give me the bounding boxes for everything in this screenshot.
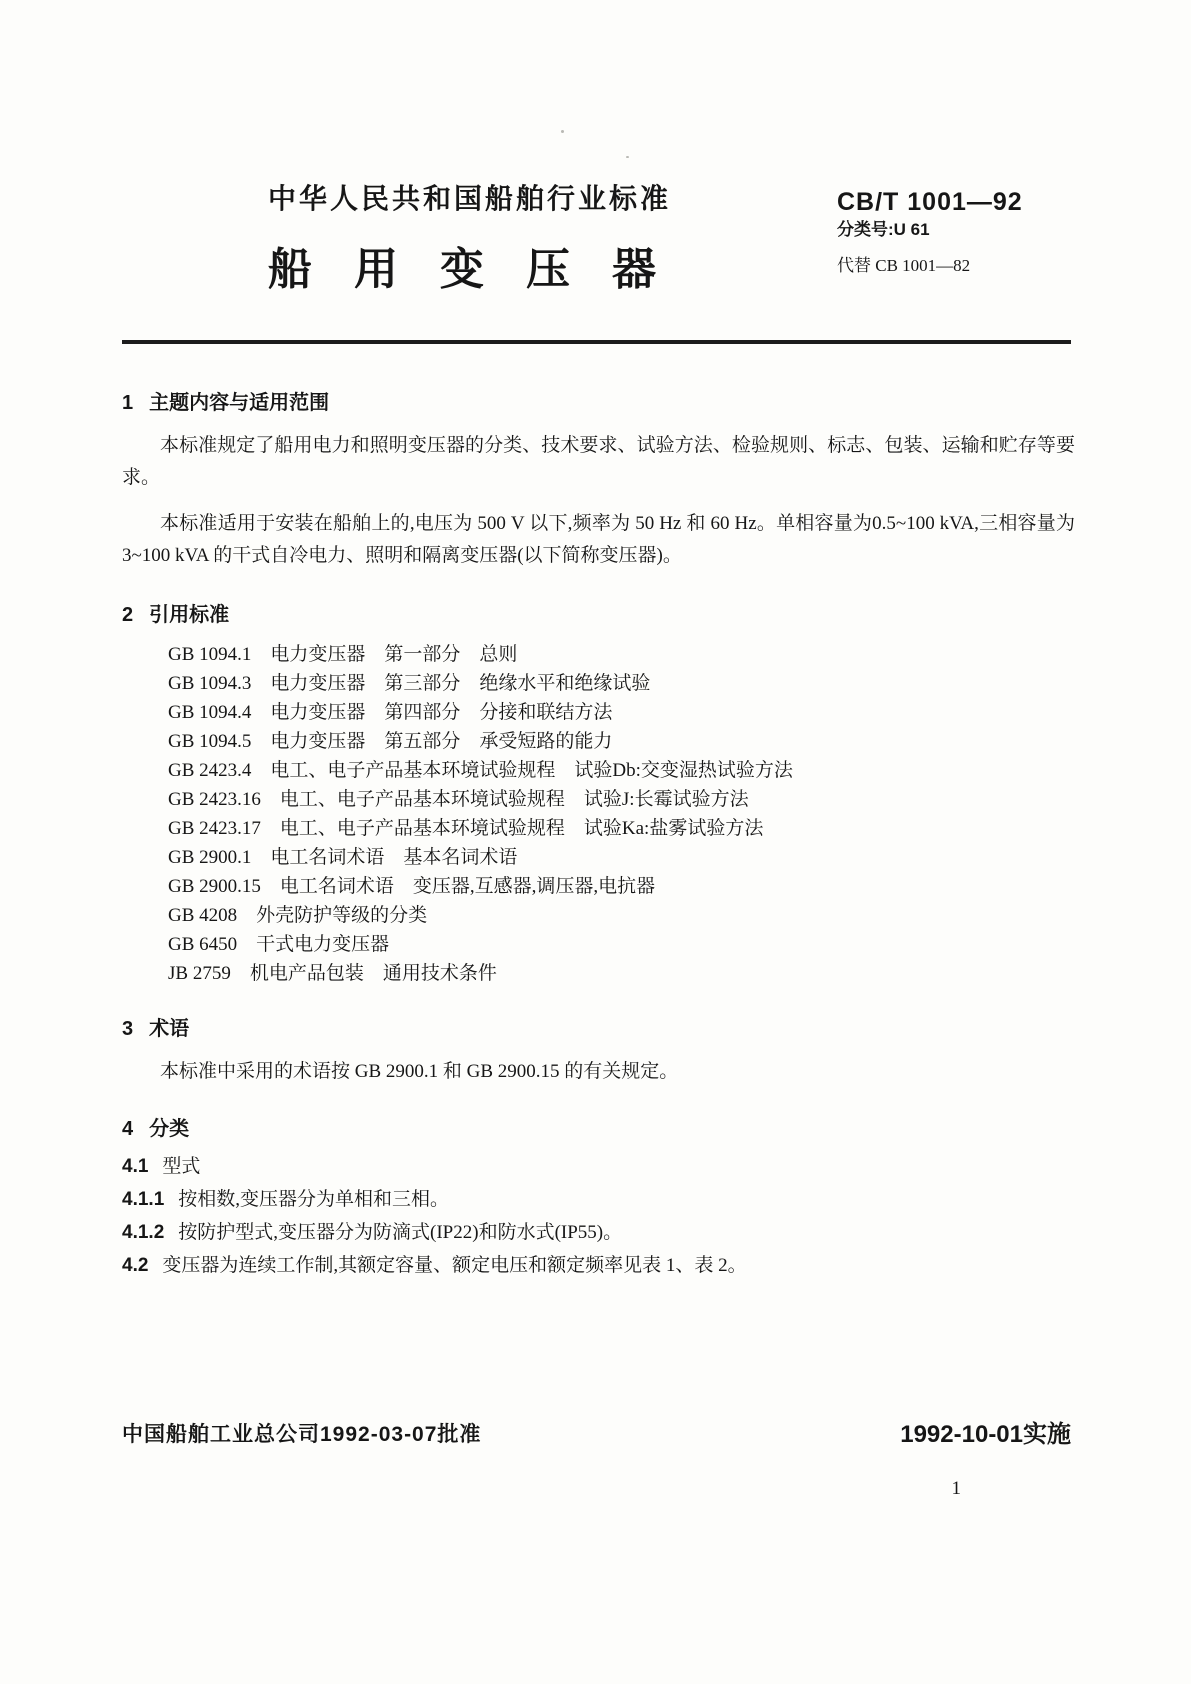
approval-line: 中国船舶工业总公司1992-03-07批准 (122, 1423, 482, 1446)
section-3-paragraph: 本标准中采用的术语按 GB 2900.1 和 GB 2900.15 的有关规定。 (160, 1061, 679, 1082)
standard-type-line: 中华人民共和国船舶行业标准 (268, 183, 672, 214)
clause-text: 按相数,变压器分为单相和三相。 (178, 1189, 450, 1210)
implementation-line: 1992-10-01实施 (900, 1421, 1071, 1448)
clause-text: 变压器为连续工作制,其额定容量、额定电压和额定频率见表 1、表 2。 (162, 1255, 747, 1276)
section-title: 引用标准 (149, 604, 230, 626)
clause-text: 按防护型式,变压器分为防滴式(IP22)和防水式(IP55)。 (178, 1222, 623, 1243)
section-title: 主题内容与适用范围 (149, 392, 330, 414)
clause-number: 4.1.1 (122, 1189, 165, 1210)
replaces-note: 代替 CB 1001—82 (837, 256, 971, 275)
section-1-heading (122, 390, 1075, 416)
clause-number: 4.2 (122, 1255, 149, 1276)
clause (122, 1249, 1075, 1282)
reference-standard-list (122, 640, 1075, 988)
reference-standard: GB 1094.3 电力变压器 第三部分 绝缘水平和绝缘试验 (168, 673, 651, 694)
header-divider (122, 340, 1071, 344)
section-4-heading (122, 1116, 1075, 1142)
reference-standard: GB 2423.17 电工、电子产品基本环境试验规程 试验Ka:盐雾试验方法 (168, 818, 764, 839)
standard-id-block (837, 188, 1067, 276)
section-1-paragraph: 本标准规定了船用电力和照明变压器的分类、技术要求、试验方法、检验规则、标志、包装、运输和贮存等要求。 (122, 435, 1075, 488)
reference-standard: GB 1094.5 电力变压器 第五部分 承受短路的能力 (168, 731, 613, 752)
reference-standard: GB 2423.16 电工、电子产品基本环境试验规程 试验J:长霉试验方法 (168, 789, 749, 810)
reference-standard: JB 2759 机电产品包装 通用技术条件 (168, 963, 497, 984)
section-2-heading (122, 602, 1075, 628)
clause (122, 1183, 1075, 1216)
reference-standard: GB 1094.4 电力变压器 第四部分 分接和联结方法 (168, 702, 613, 723)
reference-standard: GB 4208 外壳防护等级的分类 (168, 905, 428, 926)
clause-number: 4.1.2 (122, 1222, 165, 1243)
section-1-paragraph: 本标准适用于安装在船舶上的,电压为 500 V 以下,频率为 50 Hz 和 60 Hz。单相容量为0.5~100 kVA,三相容量为 3~100 kVA 的干式自冷电力、照明和隔离变压器(以下简称变压器)。 (122, 513, 1075, 566)
section-number: 4 (122, 1118, 134, 1140)
clause-number: 4.1 (122, 1156, 149, 1177)
classification-number: 分类号:U 61 (837, 220, 930, 239)
section-number: 2 (122, 604, 134, 626)
document-title: 船用变压器 (268, 245, 698, 294)
reference-standard: GB 1094.1 电力变压器 第一部分 总则 (168, 644, 518, 665)
reference-standard: GB 2900.1 电工名词术语 基本名词术语 (168, 847, 518, 868)
document-body (122, 390, 1075, 1282)
section-number: 3 (122, 1018, 134, 1040)
section-title: 分类 (149, 1118, 190, 1140)
clause-list (122, 1150, 1075, 1282)
section-number: 1 (122, 392, 134, 414)
clause (122, 1216, 1075, 1249)
section-title: 术语 (149, 1018, 190, 1040)
clause (122, 1150, 1075, 1183)
reference-standard: GB 2900.15 电工名词术语 变压器,互感器,调压器,电抗器 (168, 876, 656, 897)
reference-standard: GB 6450 干式电力变压器 (168, 934, 390, 955)
clause-text: 型式 (162, 1156, 201, 1177)
section-3-heading (122, 1016, 1075, 1042)
reference-standard: GB 2423.4 电工、电子产品基本环境试验规程 试验Db:交变湿热试验方法 (168, 760, 793, 781)
standard-code: CB/T 1001—92 (837, 188, 1023, 216)
page-number: 1 (951, 1478, 961, 1499)
